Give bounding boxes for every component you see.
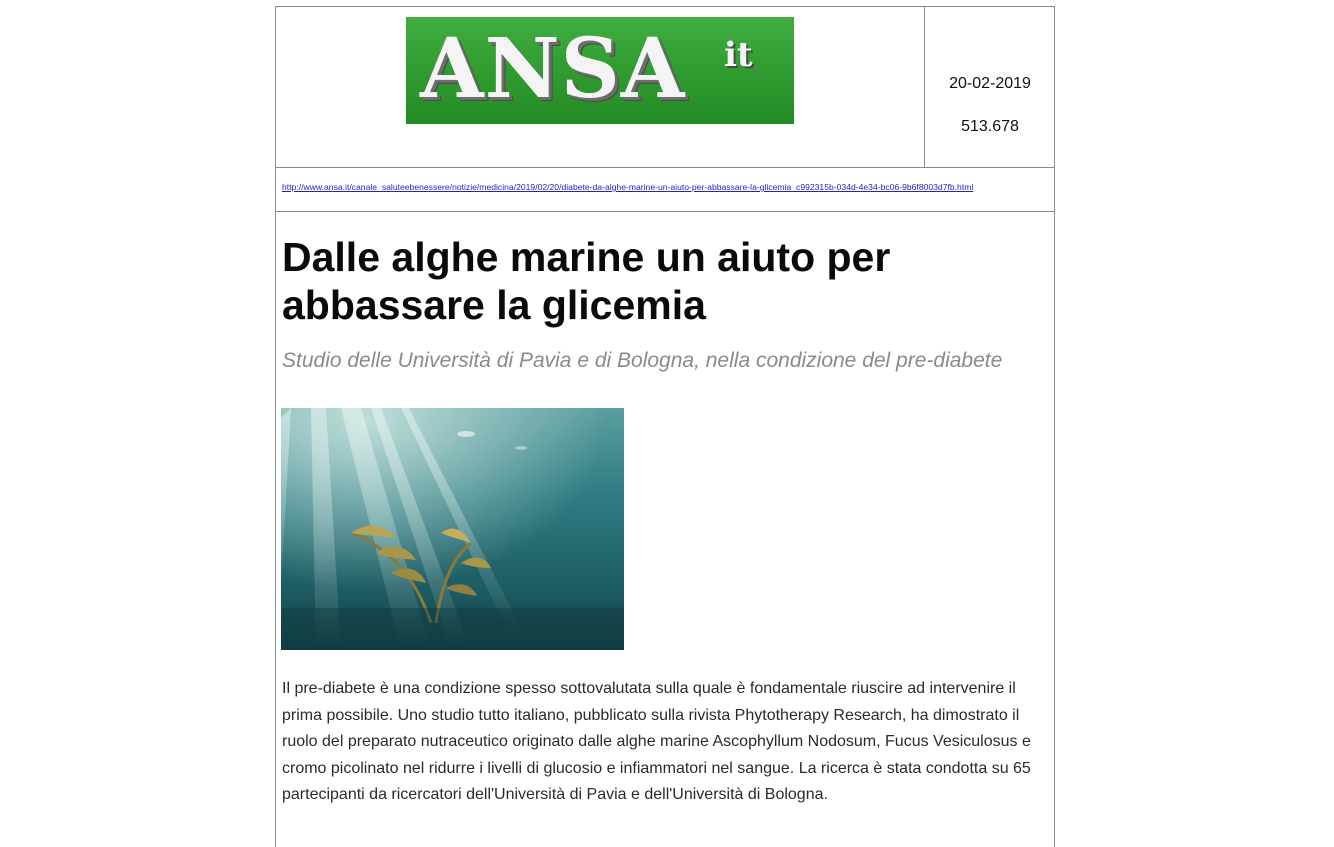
publication-date: 20-02-2019 — [949, 75, 1031, 92]
header-divider — [924, 7, 925, 167]
readership-count: 513.678 — [961, 118, 1019, 135]
article-headline: Dalle alghe marine un aiuto per abbassare la glicemia — [282, 234, 891, 328]
article-subtitle: Studio delle Università di Pavia e di Bologna, nella condizione del pre-diabete — [282, 349, 1003, 372]
ansa-logo — [406, 17, 794, 124]
logo-text: ANSA — [420, 21, 686, 117]
clipping-sheet — [275, 6, 1055, 847]
source-url-row — [276, 168, 1054, 212]
source-url-link[interactable]: http://www.ansa.it/canale_saluteebenessere/notizie/medicina/2019/02/20/diabete-da-alghe-marine-un-aiuto-per-abbassare-la-glicemia_c992315b-034d-4e34-bc06-9b6f8003d7fb.html — [282, 182, 974, 192]
clipping-header — [276, 7, 1054, 168]
article-body: Il pre-diabete è una condizione spesso sottovalutata sulla quale è fondamentale riuscire ad intervenire il prima possibile. Uno studio tutto italiano, pubblicato sulla rivista Phytotherapy Research, ha dimostrato il ruolo del preparato nutraceutico originato dalle alghe marine Ascophyllum Nodosum, Fucus Vesiculosus e cromo picolinato nel ridurre i livelli di glucosio e infiammatori nel sangue. La ricerca è stata condotta su 65 partecipanti da ricercatori dell'Università di Pavia e dell'Università di Bologna. — [282, 680, 1031, 803]
logo-suffix: it — [724, 35, 753, 75]
underwater-seaweed-photo — [281, 408, 624, 650]
